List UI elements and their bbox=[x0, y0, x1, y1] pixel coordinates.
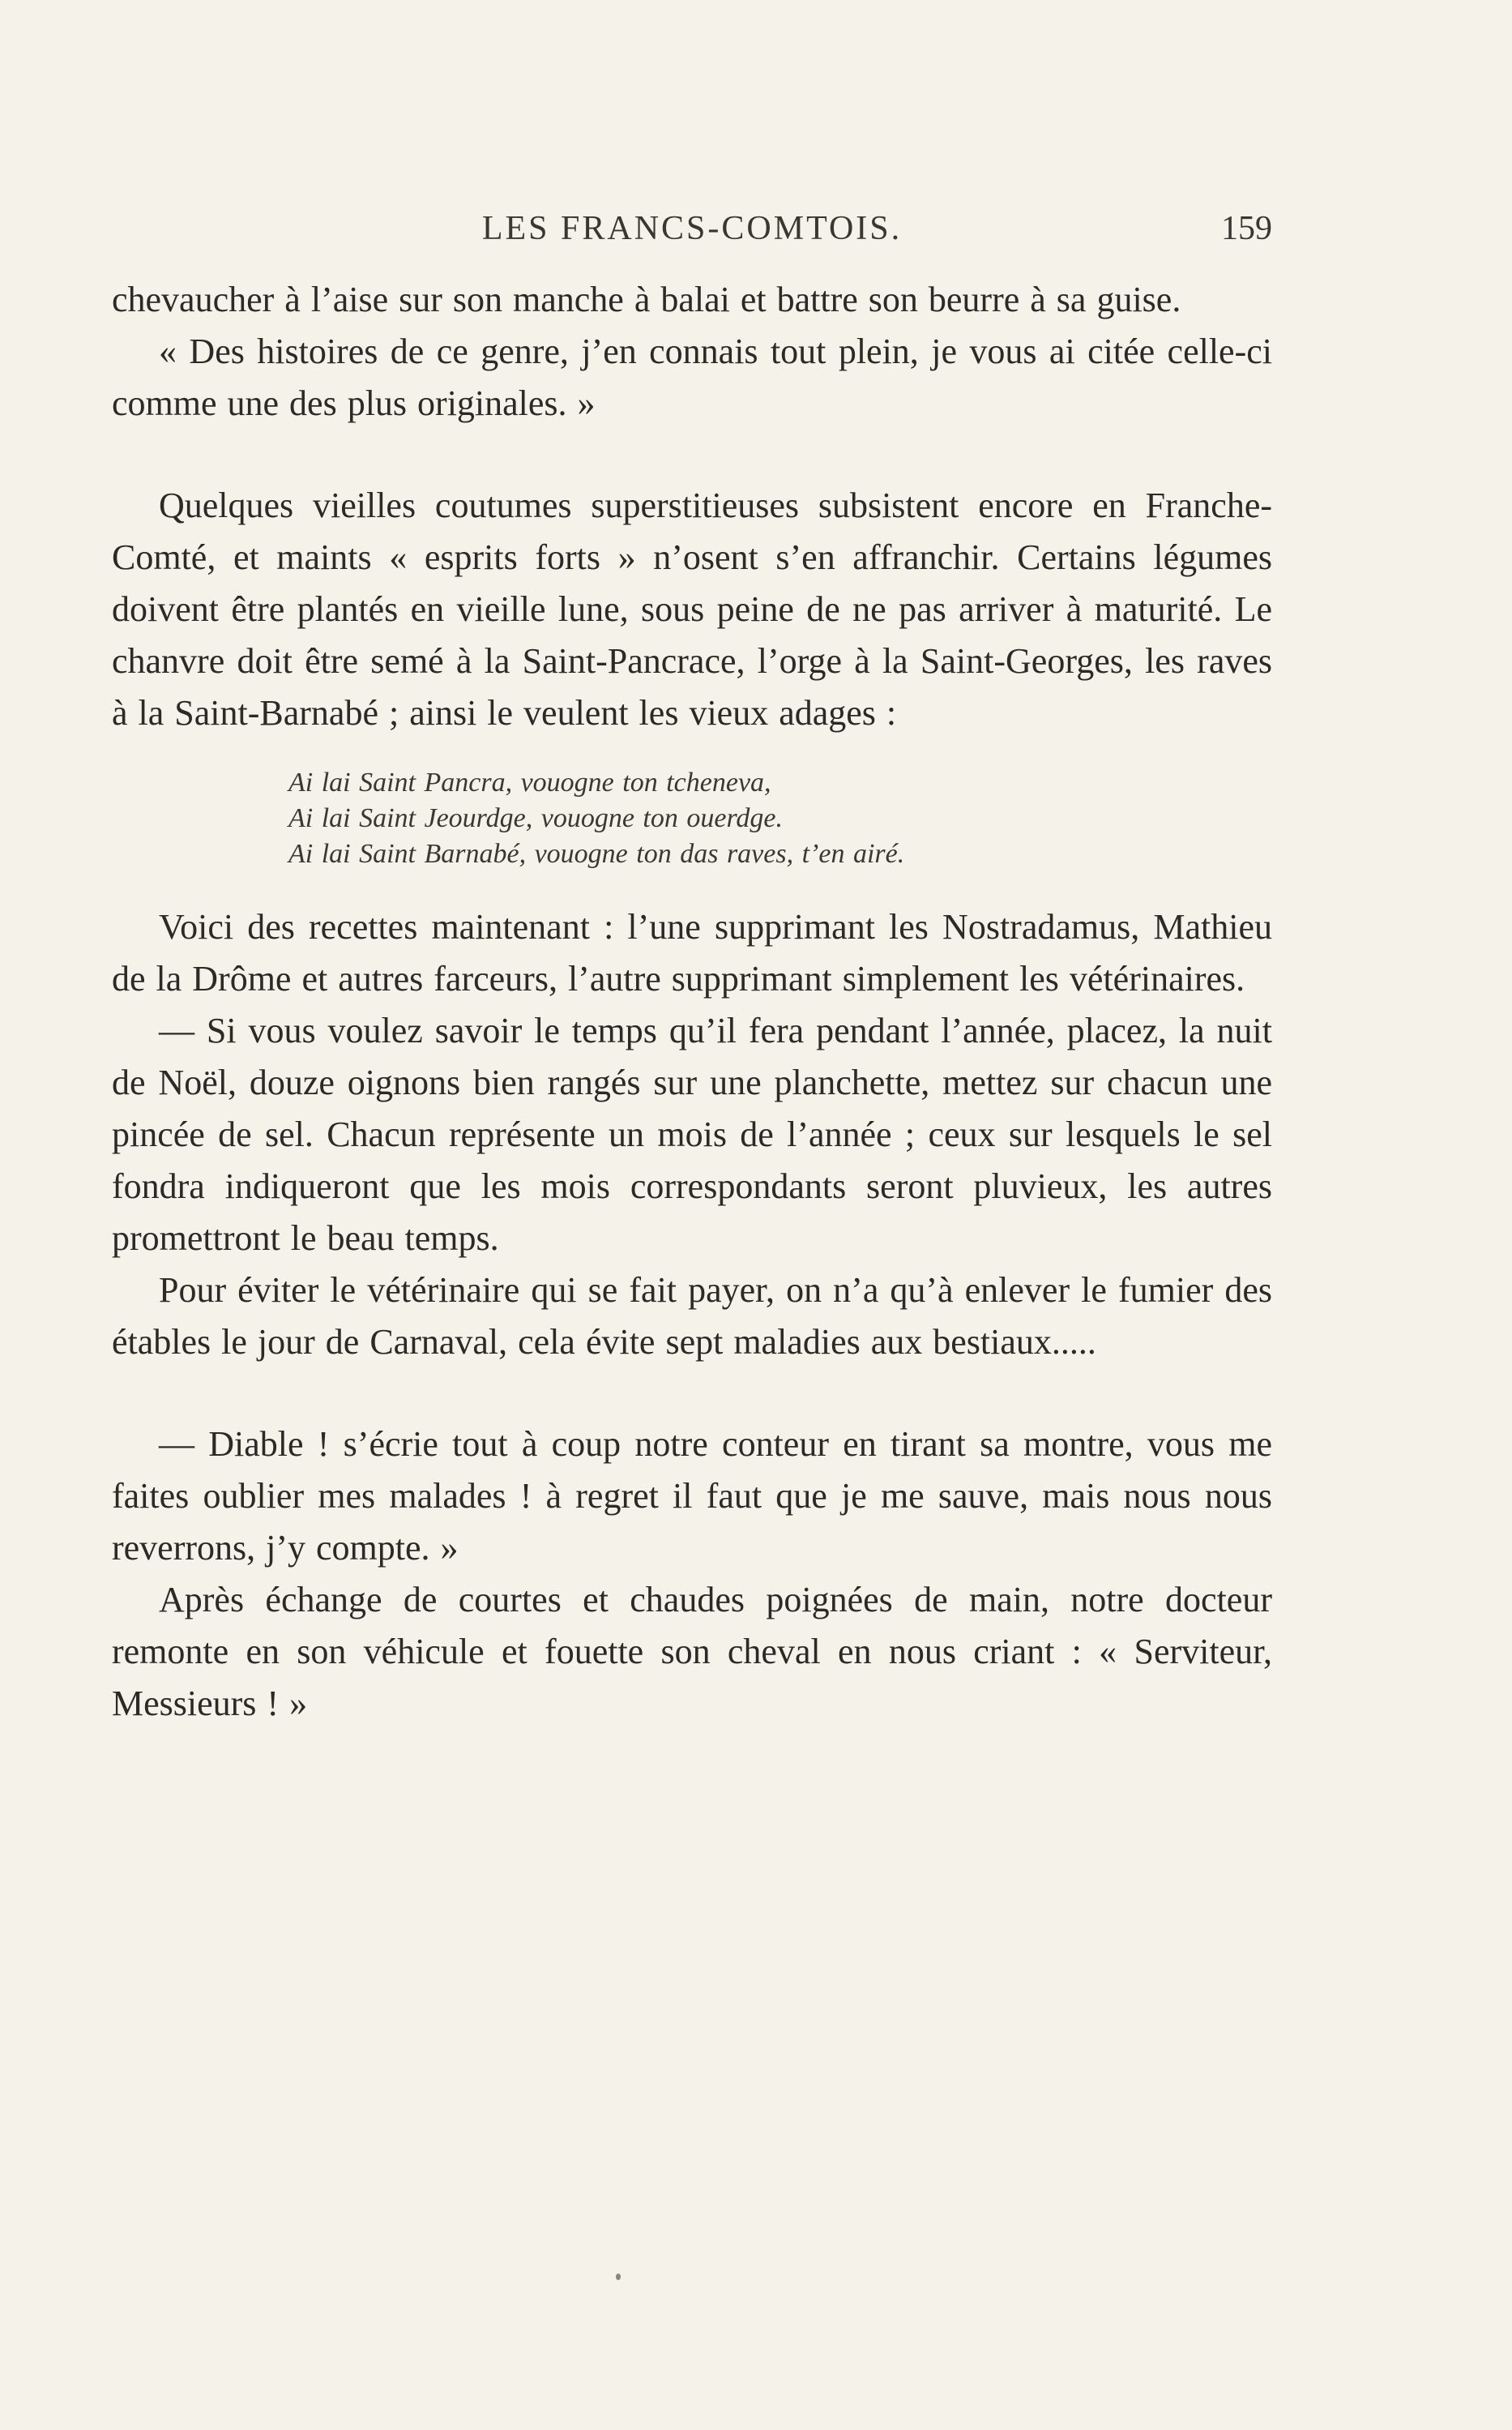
paragraph-departure: Après échange de courtes et chaudes poignées de main, notre docteur remonte en son véhicule et fouette son cheval en nous criant : « Serviteur, Messieurs ! » bbox=[112, 1580, 1272, 1723]
paragraph-diable: — Diable ! s’écrie tout à coup notre conteur en tirant sa montre, vous me faites oublier mes malades ! à regret il faut que je me sauve, mais nous nous reverrons, j’y compte. » bbox=[112, 1424, 1272, 1568]
paragraph-veterinarian: Pour éviter le vétérinaire qui se fait payer, on n’a qu’à enlever le fumier des étables le jour de Carnaval, cela évite sept maladies aux bestiaux..... bbox=[112, 1270, 1272, 1362]
verse-line: Ai lai Saint Barnabé, vouogne ton das raves, t’en airé. bbox=[288, 839, 905, 869]
paragraph-recipes: Voici des recettes maintenant : l’une supprimant les Nostradamus, Mathieu de la Drôme et autres farceurs, l’autre supprimant simplement les vétérinaires. bbox=[112, 907, 1272, 999]
paragraph-continuation: chevaucher à l’aise sur son manche à balai et battre son beurre à sa guise. bbox=[112, 280, 1181, 319]
paragraph-customs: Quelques vieilles coutumes superstitieuses subsistent encore en Franche-Comté, et maints « esprits forts » n’osent s’en affranchir. Certains légumes doivent être plantés en vieille lune, sous peine de ne pas arriver à maturité. Le chanvre doit être semé à la Saint-Pancrace, l’orge à la Saint-Georges, les raves à la Saint-Barnabé ; ainsi le veulent les vieux adages : bbox=[112, 486, 1272, 733]
running-header bbox=[112, 209, 1272, 258]
page-number: 159 bbox=[1221, 210, 1272, 247]
verse-block bbox=[288, 765, 1272, 872]
verse-line: Ai lai Saint Jeourdge, vouogne ton ouerdge. bbox=[288, 803, 784, 833]
running-title: LES FRANCS-COMTOIS. bbox=[481, 210, 903, 247]
paragraph-quote: « Des histoires de ce genre, j’en connais tout plein, je vous ai citée celle-ci comme une des plus originales. » bbox=[112, 332, 1272, 423]
ink-speck bbox=[616, 2274, 621, 2280]
verse-line: Ai lai Saint Pancra, vouogne ton tcheneva, bbox=[288, 768, 771, 798]
body-text bbox=[112, 274, 1272, 1730]
paragraph-onions: — Si vous voulez savoir le temps qu’il fera pendant l’année, placez, la nuit de Noël, douze oignons bien rangés sur une planchette, mettez sur chacun une pincée de sel. Chacun représente un mois de l’année ; ceux sur lesquels le sel fondra indiqueront que les mois correspondants seront pluvieux, les autres promettront le beau temps. bbox=[112, 1011, 1272, 1258]
